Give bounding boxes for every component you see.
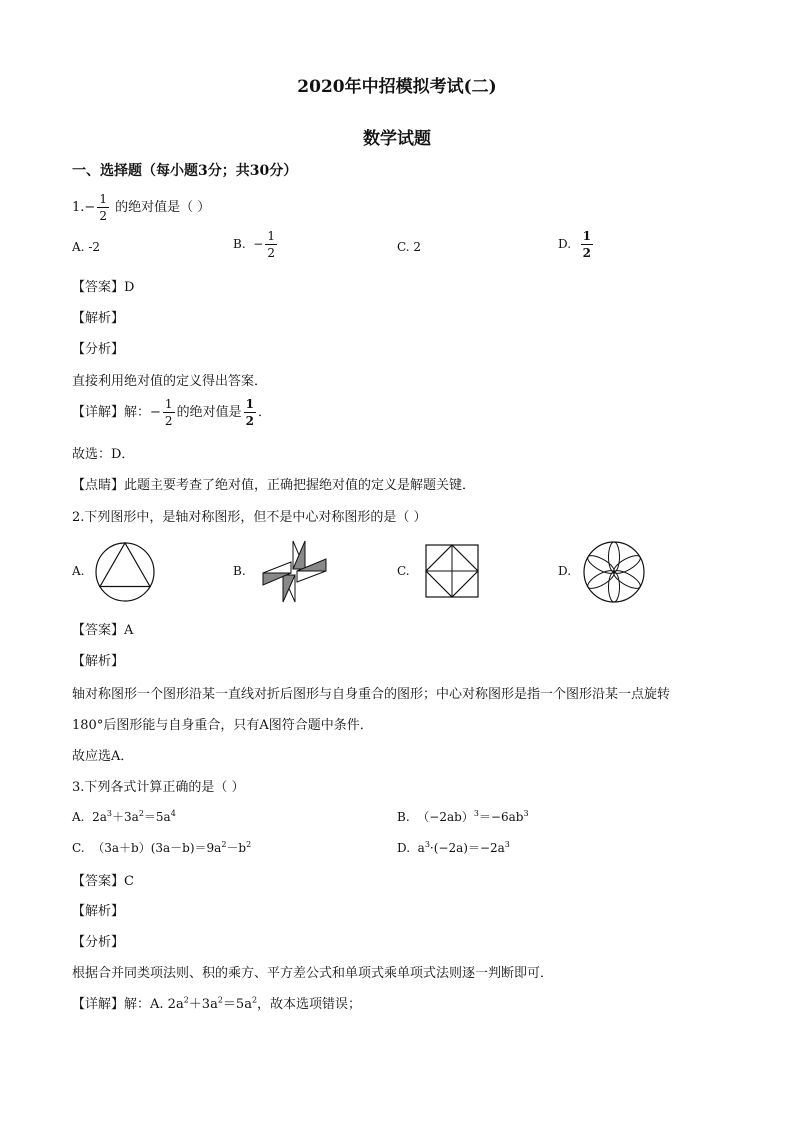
section-heading: 一、选择题（每小题3分；共30分） <box>72 163 298 179</box>
frac-num: 1 <box>582 229 592 243</box>
q3-detail <box>72 993 361 1012</box>
exp: 2 <box>221 840 227 849</box>
expr: ＝5a <box>222 997 252 1012</box>
q3-option-a <box>72 808 176 825</box>
option-fraction <box>265 230 277 259</box>
q2-option-c-label: C. <box>397 564 410 578</box>
detail-end: ，故本选项错误； <box>257 997 362 1012</box>
flower-figure <box>582 540 646 604</box>
page-title: 2020年中招模拟考试(二) <box>297 77 497 97</box>
q2-analysis-line2: 180°后图形能与自身重合，只有A图符合题中条件． <box>72 718 373 733</box>
q3-option-c <box>72 839 251 856</box>
q3-analysis-title: 【解析】 <box>72 904 125 919</box>
q3-option-b <box>397 808 529 825</box>
q1-minus: − <box>84 200 96 215</box>
q1-answer: 【答案】D <box>72 280 135 295</box>
option-label: C. <box>72 841 85 855</box>
option-label: D. <box>558 237 572 251</box>
q2-stem: 2.下列图形中，是轴对称图形，但不是中心对称图形的是（ ） <box>72 510 427 525</box>
q1-stem <box>72 193 210 222</box>
option-value: -2 <box>88 240 101 254</box>
detail-minus: − <box>150 405 161 420</box>
exp: 3 <box>473 809 479 818</box>
q1-detail <box>72 398 271 427</box>
frac-den: 2 <box>582 246 592 260</box>
exp: 2 <box>138 809 144 818</box>
q1-frac-num: 1 <box>99 192 107 206</box>
q1-fenxi-title: 【分析】 <box>72 342 125 357</box>
option-label: D. <box>397 841 411 855</box>
exp: 3 <box>106 809 113 818</box>
expr: a <box>417 841 425 855</box>
q3-fenxi-title: 【分析】 <box>72 935 125 950</box>
option-value: 2 <box>413 240 422 254</box>
option-fraction <box>581 230 593 259</box>
q1-dianjing: 【点睛】此题主要考查了绝对值，正确把握绝对值的定义是解题关键． <box>72 478 476 493</box>
circle-triangle-figure <box>94 541 156 603</box>
expr: ＝5a <box>143 810 171 824</box>
q1-option-a <box>72 240 100 254</box>
q2-option-a-label: A. <box>72 564 85 578</box>
exp: 3 <box>523 809 529 818</box>
q2-option-b-label: B. <box>233 564 246 578</box>
exp: 2 <box>183 995 189 1005</box>
exp: 4 <box>170 809 176 818</box>
expr: ＋3a <box>112 810 139 824</box>
q1-option-d <box>558 230 595 259</box>
exp: 2 <box>251 995 258 1005</box>
q1-stem-suffix: 的绝对值是（ ） <box>115 200 211 215</box>
pinwheel-figure <box>260 538 330 604</box>
detail-label: 【详解】解：A. <box>72 997 164 1012</box>
frac-num: 1 <box>164 397 173 411</box>
option-label: B. <box>397 810 410 824</box>
q1-frac-den: 2 <box>99 209 107 223</box>
expr: －b <box>226 841 247 855</box>
q1-number: 1. <box>72 200 85 215</box>
option-label: B. <box>233 237 246 251</box>
option-label: A. <box>72 810 85 824</box>
q2-option-d-label: D. <box>558 564 572 578</box>
option-minus: − <box>253 237 264 251</box>
square-diamond-figure <box>425 544 479 598</box>
q1-analysis-title: 【解析】 <box>72 311 125 326</box>
expr: ＋3a <box>188 997 218 1012</box>
option-label: C. <box>397 240 410 254</box>
frac-den: 2 <box>245 414 254 428</box>
frac-den: 2 <box>267 246 275 260</box>
expr: ·(−2a)＝−2a <box>429 841 505 855</box>
frac-num: 1 <box>267 229 275 243</box>
detail-fraction-2 <box>244 398 256 427</box>
expr: （3a＋b）(3a－b)＝9a <box>92 841 222 855</box>
exp: 3 <box>424 840 430 849</box>
expr: ＝−6ab <box>478 810 524 824</box>
q1-fraction <box>97 193 109 222</box>
exp: 3 <box>504 840 510 849</box>
q3-stem: 3.下列各式计算正确的是（ ） <box>72 780 245 795</box>
q1-fenxi-text: 直接利用绝对值的定义得出答案． <box>72 374 268 389</box>
q2-choose: 故应选A． <box>72 749 134 764</box>
exp: 2 <box>217 995 223 1005</box>
frac-num: 1 <box>245 397 254 411</box>
q3-fenxi-text: 根据合并同类项法则、积的乘方、平方差公式和单项式乘单项式法则逐一判断即可． <box>72 966 554 981</box>
detail-fraction <box>163 398 175 427</box>
q2-analysis-line1: 轴对称图形一个图形沿某一直线对折后图形与自身重合的图形；中心对称图形是指一个图形沿某一点旋转 <box>72 687 671 702</box>
expr: 2a <box>167 997 184 1012</box>
q2-analysis-title: 【解析】 <box>72 654 125 669</box>
detail-end: ． <box>257 405 271 420</box>
exp: 2 <box>246 840 252 849</box>
q3-answer: 【答案】C <box>72 874 134 889</box>
q1-option-b <box>233 230 279 259</box>
q1-option-c <box>397 240 421 254</box>
expr: 2a <box>92 810 107 824</box>
frac-den: 2 <box>164 414 173 428</box>
detail-label: 【详解】解： <box>72 405 151 420</box>
option-label: A. <box>72 240 85 254</box>
q3-option-d <box>397 839 510 856</box>
q2-answer: 【答案】A <box>72 623 134 638</box>
detail-mid: 的绝对值是 <box>176 405 242 420</box>
q1-choose: 故选：D． <box>72 447 135 462</box>
expr: （−2ab） <box>417 810 474 824</box>
page-subtitle: 数学试题 <box>363 129 431 149</box>
